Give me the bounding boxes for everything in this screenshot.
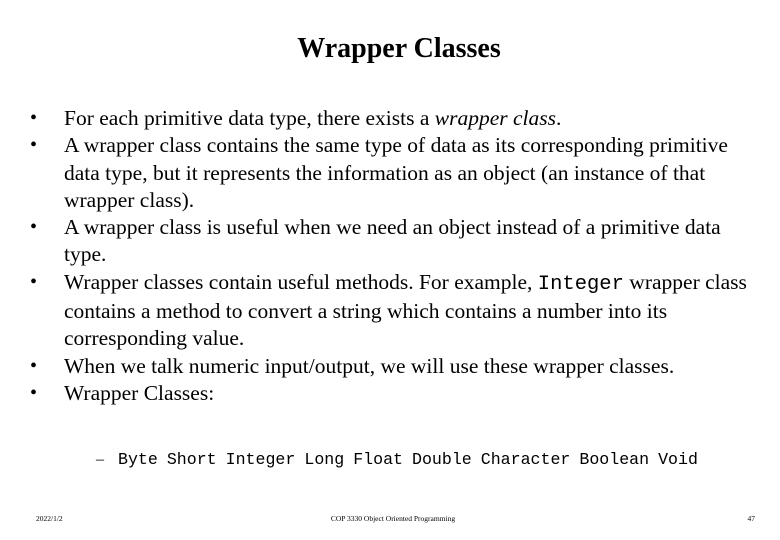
class-name-byte: Byte	[118, 450, 158, 469]
bullet-dot-icon: •	[30, 107, 38, 129]
bullet-text-part: Wrapper classes contain useful methods. For example,	[64, 269, 538, 294]
bullet-item	[28, 380, 768, 407]
bullet-text-part: For each primitive data type, there exists a	[64, 106, 435, 130]
class-name-float: Float	[353, 450, 403, 469]
bullet-text: A wrapper class contains the same type of data as its corresponding primitive data type, but it represents the information as an object (an instance of that wrapper class).	[64, 133, 728, 212]
bullet-item	[28, 269, 768, 353]
bullet-text-emphasis: wrapper class	[434, 106, 556, 130]
bullet-text	[64, 105, 768, 132]
footer-date: 2022/1/2	[36, 514, 63, 523]
bullet-dot-icon: •	[30, 354, 38, 377]
footer-page-number: 47	[747, 514, 755, 523]
bullet-item	[28, 105, 768, 132]
bullet-item	[28, 132, 768, 214]
slide-title: Wrapper Classes	[297, 33, 501, 64]
class-name-long: Long	[304, 450, 345, 469]
class-name-boolean: Boolean	[579, 450, 650, 469]
bullet-dot-icon: •	[30, 381, 38, 404]
dash-icon: –	[96, 451, 104, 468]
bullet-text-part: wrapper class contains a method to convert a string which contains a number into its corresponding value.	[64, 269, 747, 351]
bullet-text: When we talk numeric input/output, we will use these wrapper classes.	[64, 353, 675, 378]
class-name-short: Short	[166, 450, 217, 469]
bullet-item	[28, 353, 768, 380]
bullet-text: A wrapper class is useful when we need an object instead of a primitive data type.	[64, 215, 721, 267]
class-name-integer: Integer	[225, 450, 296, 469]
bullet-dot-icon: •	[30, 216, 38, 239]
class-name-double: Double	[412, 450, 472, 469]
class-name-void: Void	[658, 450, 698, 469]
bullet-text-part: .	[556, 106, 562, 130]
bullet-item	[28, 214, 768, 269]
bullet-text: Wrapper Classes:	[64, 380, 215, 405]
class-name-character: Character	[480, 450, 571, 469]
bullet-list	[28, 105, 768, 407]
wrapper-class-list	[96, 450, 698, 470]
footer-course: COP 3330 Object Oriented Programming	[330, 514, 456, 523]
bullet-dot-icon: •	[30, 134, 38, 157]
bullet-text	[64, 269, 768, 353]
bullet-dot-icon: •	[30, 270, 38, 293]
code-integer: Integer	[537, 272, 624, 296]
